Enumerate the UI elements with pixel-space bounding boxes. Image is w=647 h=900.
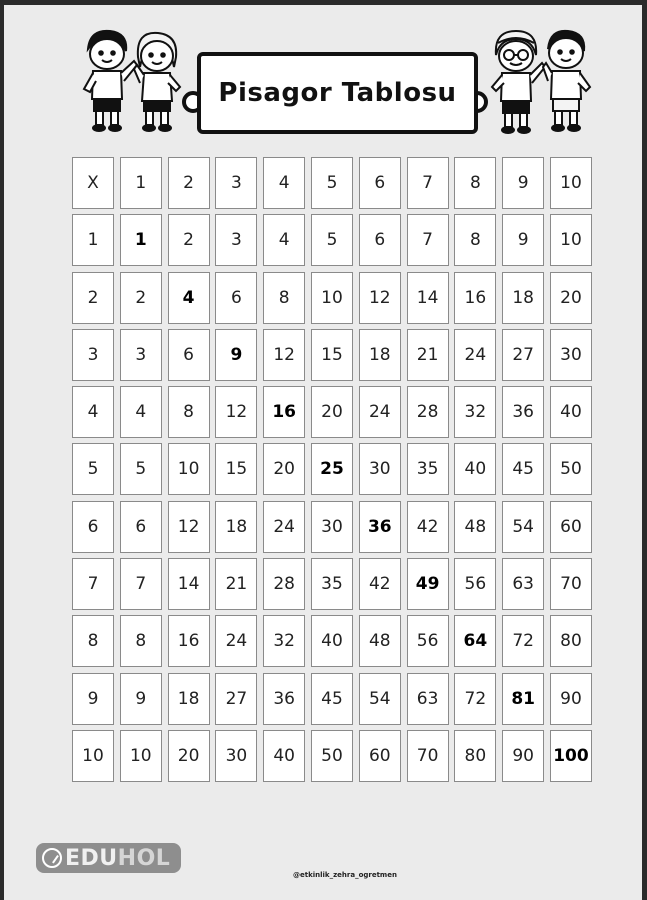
table-cell: 36 [263, 673, 305, 725]
table-cell: 15 [215, 443, 257, 495]
table-cell: 18 [215, 501, 257, 553]
table-cell: 21 [215, 558, 257, 610]
table-cell: 5 [311, 214, 353, 266]
table-header-cell: 7 [407, 157, 449, 209]
table-row-header-cell: 9 [72, 673, 114, 725]
table-cell: 72 [454, 673, 496, 725]
worksheet-page [4, 5, 642, 900]
table-cell: 80 [454, 730, 496, 782]
table-cell: 40 [263, 730, 305, 782]
table-cell: 100 [550, 730, 592, 782]
eduhol-logo [36, 843, 181, 873]
table-cell: 42 [407, 501, 449, 553]
table-header-cell: X [72, 157, 114, 209]
table-cell: 90 [550, 673, 592, 725]
table-cell: 10 [311, 272, 353, 324]
table-cell: 81 [502, 673, 544, 725]
table-cell: 12 [215, 386, 257, 438]
table-header-cell: 4 [263, 157, 305, 209]
table-cell: 50 [550, 443, 592, 495]
table-cell: 64 [454, 615, 496, 667]
table-cell: 36 [359, 501, 401, 553]
table-cell: 45 [502, 443, 544, 495]
table-cell: 1 [120, 214, 162, 266]
table-cell: 6 [168, 329, 210, 381]
table-cell: 9 [215, 329, 257, 381]
table-cell: 16 [168, 615, 210, 667]
girl-kid-icon [134, 33, 180, 131]
table-row-header-cell: 1 [72, 214, 114, 266]
table-cell: 10 [550, 214, 592, 266]
table-cell: 16 [263, 386, 305, 438]
page-title: Pisagor Tablosu [218, 78, 457, 108]
kids-left-illustration [82, 27, 192, 139]
table-header-cell: 9 [502, 157, 544, 209]
table-row-header-cell: 4 [72, 386, 114, 438]
table-cell: 30 [215, 730, 257, 782]
table-row-header-cell: 3 [72, 329, 114, 381]
eduhol-logo-icon [42, 848, 62, 868]
table-cell: 7 [407, 214, 449, 266]
table-cell: 2 [120, 272, 162, 324]
table-cell: 3 [215, 214, 257, 266]
table-cell: 14 [407, 272, 449, 324]
table-header-cell: 3 [215, 157, 257, 209]
table-cell: 14 [168, 558, 210, 610]
table-cell: 54 [502, 501, 544, 553]
table-header-cell: 6 [359, 157, 401, 209]
table-cell: 20 [168, 730, 210, 782]
table-cell: 18 [168, 673, 210, 725]
table-cell: 49 [407, 558, 449, 610]
girl-glasses-kid-icon [492, 31, 545, 133]
table-cell: 9 [120, 673, 162, 725]
table-cell: 56 [407, 615, 449, 667]
table-cell: 70 [550, 558, 592, 610]
table-cell: 6 [120, 501, 162, 553]
table-cell: 50 [311, 730, 353, 782]
table-cell: 24 [215, 615, 257, 667]
table-header-cell: 10 [550, 157, 592, 209]
table-cell: 30 [359, 443, 401, 495]
table-cell: 24 [454, 329, 496, 381]
boy-kid-icon [84, 31, 137, 131]
table-cell: 7 [120, 558, 162, 610]
table-cell: 40 [550, 386, 592, 438]
table-cell: 45 [311, 673, 353, 725]
kids-right-illustration [488, 25, 598, 139]
title-banner [197, 52, 478, 134]
table-row-header-cell: 5 [72, 443, 114, 495]
table-cell: 36 [502, 386, 544, 438]
table-cell: 35 [311, 558, 353, 610]
table-cell: 80 [550, 615, 592, 667]
table-row-header-cell: 10 [72, 730, 114, 782]
table-cell: 4 [120, 386, 162, 438]
table-cell: 12 [263, 329, 305, 381]
table-cell: 10 [120, 730, 162, 782]
table-cell: 54 [359, 673, 401, 725]
author-credit: @etkinlik_zehra_ogretmen [293, 871, 397, 879]
table-cell: 42 [359, 558, 401, 610]
table-cell: 30 [550, 329, 592, 381]
table-cell: 60 [550, 501, 592, 553]
table-header-cell: 8 [454, 157, 496, 209]
table-cell: 12 [359, 272, 401, 324]
table-cell: 48 [359, 615, 401, 667]
table-cell: 6 [359, 214, 401, 266]
table-cell: 28 [407, 386, 449, 438]
table-cell: 63 [502, 558, 544, 610]
logo-text-hol: HOL [117, 845, 171, 871]
table-cell: 24 [263, 501, 305, 553]
table-cell: 18 [502, 272, 544, 324]
table-cell: 3 [120, 329, 162, 381]
table-cell: 21 [407, 329, 449, 381]
table-cell: 28 [263, 558, 305, 610]
table-cell: 16 [454, 272, 496, 324]
table-cell: 20 [263, 443, 305, 495]
table-cell: 4 [168, 272, 210, 324]
table-cell: 15 [311, 329, 353, 381]
table-cell: 40 [454, 443, 496, 495]
table-cell: 90 [502, 730, 544, 782]
table-header-cell: 5 [311, 157, 353, 209]
table-cell: 25 [311, 443, 353, 495]
table-cell: 6 [215, 272, 257, 324]
table-header-cell: 2 [168, 157, 210, 209]
table-row-header-cell: 8 [72, 615, 114, 667]
table-cell: 5 [120, 443, 162, 495]
table-cell: 48 [454, 501, 496, 553]
table-cell: 8 [454, 214, 496, 266]
table-cell: 40 [311, 615, 353, 667]
table-cell: 12 [168, 501, 210, 553]
multiplication-table [72, 157, 592, 782]
table-header-cell: 1 [120, 157, 162, 209]
table-cell: 20 [311, 386, 353, 438]
table-cell: 20 [550, 272, 592, 324]
table-cell: 30 [311, 501, 353, 553]
table-cell: 8 [120, 615, 162, 667]
table-cell: 24 [359, 386, 401, 438]
table-cell: 72 [502, 615, 544, 667]
table-row-header-cell: 6 [72, 501, 114, 553]
table-cell: 63 [407, 673, 449, 725]
table-cell: 8 [263, 272, 305, 324]
table-cell: 27 [215, 673, 257, 725]
table-cell: 60 [359, 730, 401, 782]
table-cell: 70 [407, 730, 449, 782]
table-row-header-cell: 7 [72, 558, 114, 610]
logo-text-edu: EDU [65, 845, 118, 871]
table-cell: 10 [168, 443, 210, 495]
table-cell: 35 [407, 443, 449, 495]
table-cell: 2 [168, 214, 210, 266]
table-cell: 32 [263, 615, 305, 667]
table-cell: 9 [502, 214, 544, 266]
table-cell: 27 [502, 329, 544, 381]
table-cell: 8 [168, 386, 210, 438]
table-cell: 32 [454, 386, 496, 438]
boy-kid-icon [543, 31, 590, 131]
table-cell: 18 [359, 329, 401, 381]
table-row-header-cell: 2 [72, 272, 114, 324]
table-cell: 4 [263, 214, 305, 266]
table-cell: 56 [454, 558, 496, 610]
